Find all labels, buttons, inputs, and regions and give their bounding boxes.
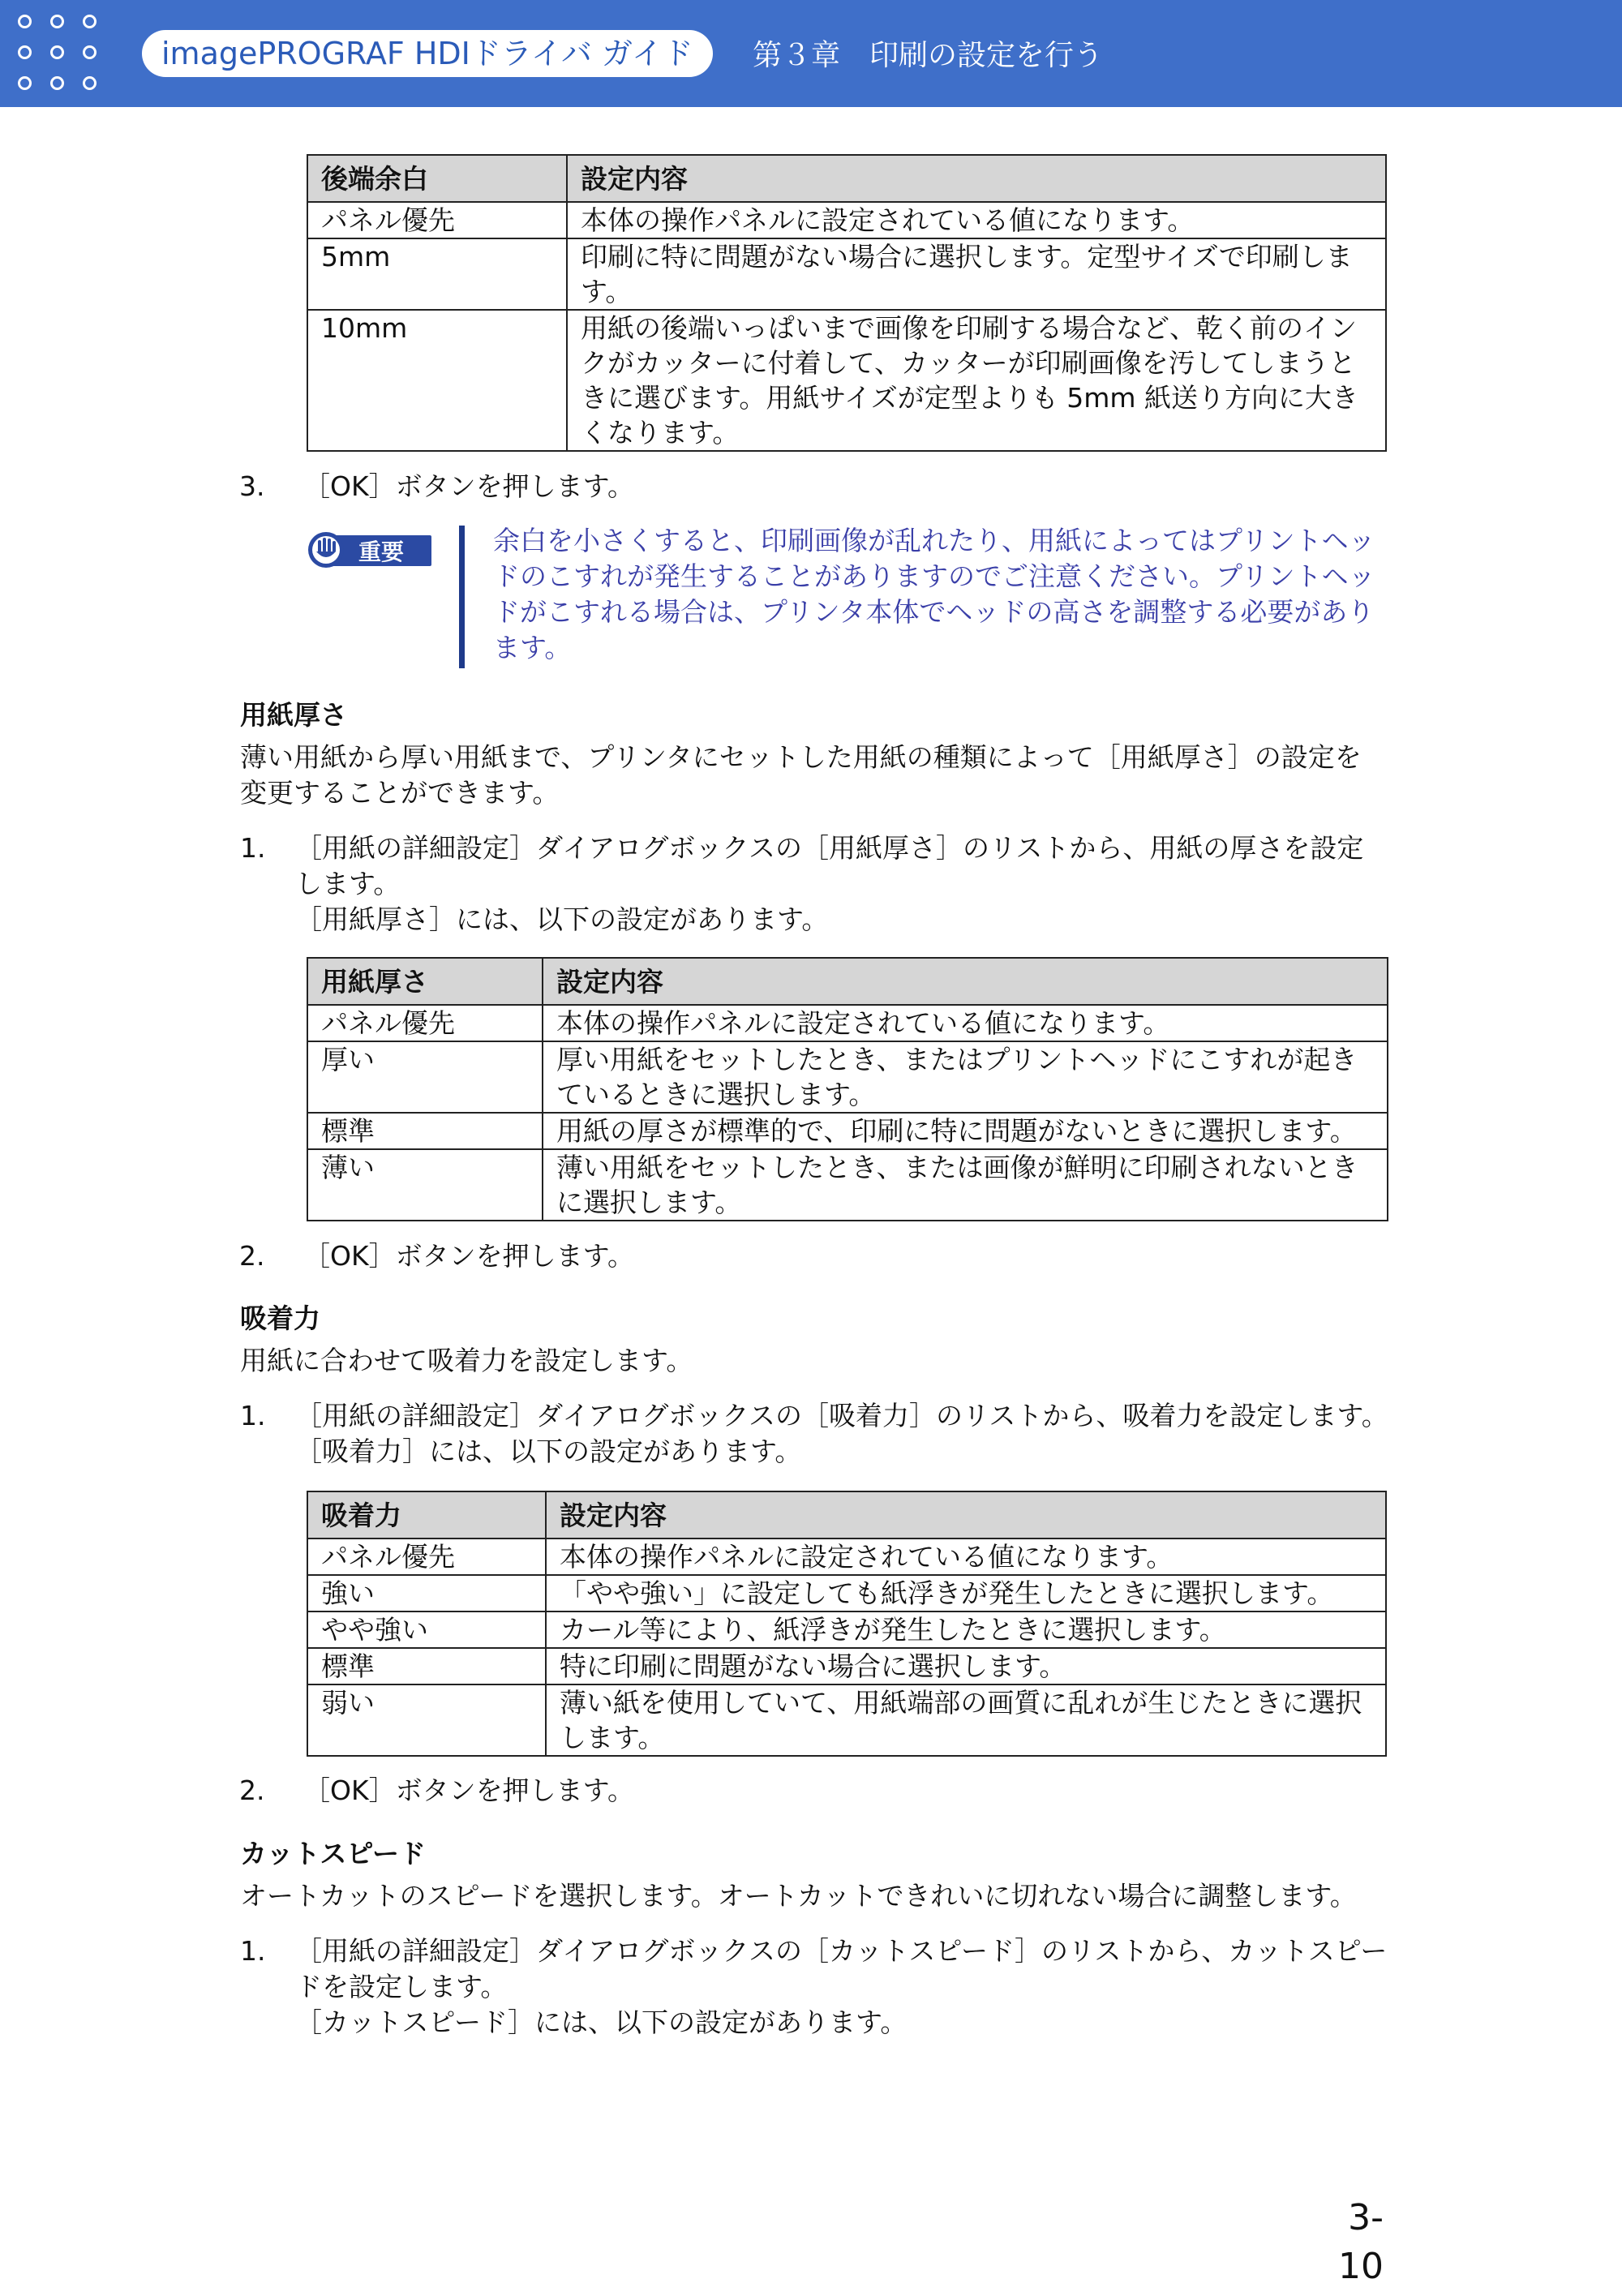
setting-name: 5mm bbox=[307, 238, 567, 310]
setting-desc: 本体の操作パネルに設定されている値になります。 bbox=[546, 1539, 1386, 1575]
step-number: 2. bbox=[239, 1775, 265, 1806]
section-heading: 用紙厚さ bbox=[240, 699, 347, 731]
section-intro: オートカットのスピードを選択します。オートカットできれいに切れない場合に調整します。 bbox=[240, 1880, 1357, 1912]
setting-desc: 用紙の後端いっぱいまで画像を印刷する場合など、乾く前のインクがカッターに付着して、カッターが印刷画像を汚してしまうときに選びます。用紙サイズが定型よりも 5mm 紙送り方向に大きくなります。 bbox=[567, 310, 1386, 451]
note-divider bbox=[459, 526, 465, 668]
setting-name: 標準 bbox=[307, 1648, 546, 1684]
table-header-cell: 設定内容 bbox=[567, 155, 1386, 202]
table-header-cell: 吸着力 bbox=[307, 1491, 546, 1539]
step-number: 1. bbox=[240, 832, 266, 864]
section-heading: カットスピード bbox=[240, 1838, 427, 1869]
setting-desc: 本体の操作パネルに設定されている値になります。 bbox=[543, 1005, 1388, 1041]
margin-table bbox=[307, 154, 1387, 452]
table-row bbox=[307, 1005, 1388, 1041]
setting-name: 10mm bbox=[307, 310, 567, 451]
chapter-title: 第３章 印刷の設定を行う bbox=[753, 39, 1104, 72]
table-row bbox=[307, 238, 1386, 310]
setting-name: パネル優先 bbox=[307, 1539, 546, 1575]
setting-desc: 「やや強い」に設定しても紙浮きが発生したときに選択します。 bbox=[546, 1575, 1386, 1611]
setting-name: 標準 bbox=[307, 1113, 543, 1149]
setting-desc: カール等により、紙浮きが発生したときに選択します。 bbox=[546, 1611, 1386, 1648]
table-row bbox=[307, 1113, 1388, 1149]
table-row bbox=[307, 1041, 1388, 1113]
step-text: ［OK］ボタンを押します。 bbox=[303, 1775, 634, 1806]
page-number: 3-10 bbox=[1338, 2197, 1384, 2287]
step-subtext: ［吸着力］には、以下の設定があります。 bbox=[295, 1436, 802, 1467]
table-header-cell: 設定内容 bbox=[543, 958, 1388, 1005]
step-number: 1. bbox=[240, 1400, 266, 1431]
setting-name: やや強い bbox=[307, 1611, 546, 1648]
important-note: 余白を小さくすると、印刷画像が乱れたり、用紙によってはプリントヘッドのこすれが発生することがありますのでご注意ください。プリントヘッドがこすれる場合は、プリンタ本体でヘッドの高さを調整する必要があります。 bbox=[493, 525, 1375, 663]
table-row bbox=[307, 1149, 1388, 1221]
suction-table bbox=[307, 1491, 1387, 1757]
step-text: ［OK］ボタンを押します。 bbox=[303, 470, 634, 502]
table-header-cell: 後端余白 bbox=[307, 155, 567, 202]
section-heading: 吸着力 bbox=[240, 1302, 320, 1334]
dots-logo-icon bbox=[18, 15, 107, 96]
important-hand-icon bbox=[307, 530, 433, 569]
page-header bbox=[0, 0, 1622, 107]
table-row bbox=[307, 310, 1386, 451]
step-subtext: ［カットスピード］には、以下の設定があります。 bbox=[295, 2006, 908, 2038]
setting-name: 厚い bbox=[307, 1041, 543, 1113]
step-number: 3. bbox=[239, 470, 265, 502]
setting-desc: 用紙の厚さが標準的で、印刷に特に問題がないときに選択します。 bbox=[543, 1113, 1388, 1149]
step-number: 2. bbox=[239, 1240, 265, 1272]
setting-desc: 本体の操作パネルに設定されている値になります。 bbox=[567, 202, 1386, 238]
step-text: ［OK］ボタンを押します。 bbox=[303, 1240, 634, 1272]
table-header-row bbox=[307, 958, 1388, 1005]
setting-desc: 特に印刷に問題がない場合に選択します。 bbox=[546, 1648, 1386, 1684]
table-header-row bbox=[307, 1491, 1386, 1539]
table-row bbox=[307, 202, 1386, 238]
guide-title: imagePROGRAF HDIドライバ ガイド bbox=[142, 30, 713, 77]
setting-desc: 印刷に特に問題がない場合に選択します。定型サイズで印刷します。 bbox=[567, 238, 1386, 310]
step-number: 1. bbox=[240, 1935, 266, 1967]
setting-desc: 薄い紙を使用していて、用紙端部の画質に乱れが生じたときに選択します。 bbox=[546, 1684, 1386, 1756]
setting-name: 薄い bbox=[307, 1149, 543, 1221]
setting-name: 弱い bbox=[307, 1684, 546, 1756]
table-row bbox=[307, 1575, 1386, 1611]
setting-name: パネル優先 bbox=[307, 202, 567, 238]
thickness-table bbox=[307, 957, 1388, 1221]
section-intro: 薄い用紙から厚い用紙まで、プリンタにセットした用紙の種類によって［用紙厚さ］の設定を変更することができます。 bbox=[240, 741, 1362, 809]
table-header-cell: 用紙厚さ bbox=[307, 958, 543, 1005]
important-badge-label: 重要 bbox=[358, 539, 405, 565]
table-row bbox=[307, 1648, 1386, 1684]
table-row bbox=[307, 1684, 1386, 1756]
setting-name: 強い bbox=[307, 1575, 546, 1611]
step-subtext: ［用紙厚さ］には、以下の設定があります。 bbox=[295, 903, 829, 935]
step-text: ［用紙の詳細設定］ダイアログボックスの［吸着力］のリストから、吸着力を設定します。 bbox=[295, 1400, 1388, 1431]
section-intro: 用紙に合わせて吸着力を設定します。 bbox=[240, 1345, 693, 1376]
table-row bbox=[307, 1539, 1386, 1575]
step-text: ［用紙の詳細設定］ダイアログボックスの［カットスピード］のリストから、カットスピードを設定します。 bbox=[295, 1935, 1388, 2002]
setting-name: パネル優先 bbox=[307, 1005, 543, 1041]
step-text: ［用紙の詳細設定］ダイアログボックスの［用紙厚さ］のリストから、用紙の厚さを設定します。 bbox=[295, 832, 1364, 899]
table-header-cell: 設定内容 bbox=[546, 1491, 1386, 1539]
table-row bbox=[307, 1611, 1386, 1648]
table-header-row bbox=[307, 155, 1386, 202]
setting-desc: 厚い用紙をセットしたとき、またはプリントヘッドにこすれが起きているときに選択します。 bbox=[543, 1041, 1388, 1113]
setting-desc: 薄い用紙をセットしたとき、または画像が鮮明に印刷されないときに選択します。 bbox=[543, 1149, 1388, 1221]
